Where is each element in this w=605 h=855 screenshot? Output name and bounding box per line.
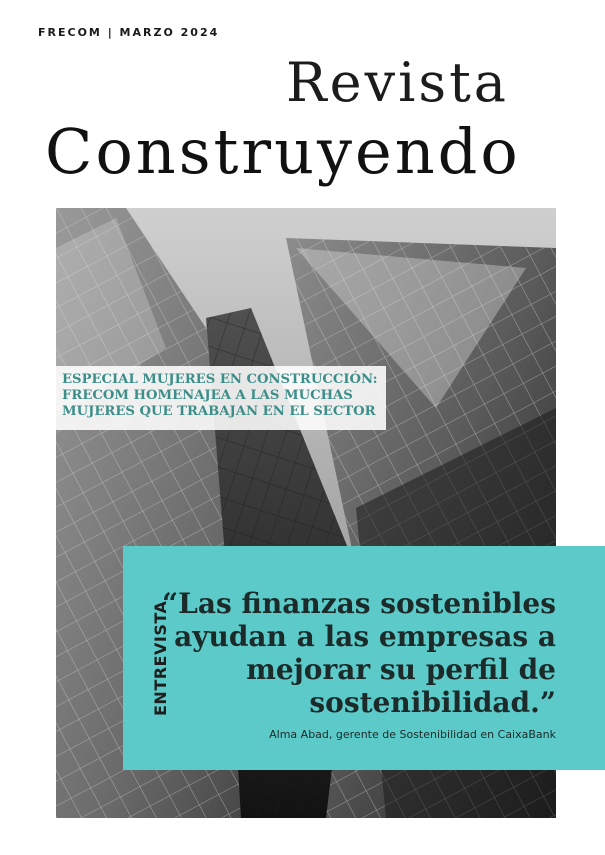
- quote-line: mejorar su perfil de: [246, 653, 556, 686]
- quote-line: “Las finanzas sostenibles: [162, 587, 556, 620]
- feature-headline-line: FRECOM HOMENAJEA A LAS MUCHAS: [62, 388, 353, 403]
- feature-headline-line: ESPECIAL MUJERES EN CONSTRUCCIÓN:: [62, 372, 378, 387]
- issue-line: FRECOM | MARZO 2024: [38, 26, 220, 39]
- quote-line: sostenibilidad.”: [309, 686, 556, 719]
- quote-attribution: Alma Abad, gerente de Sostenibilidad en CaixaBank: [269, 728, 556, 741]
- masthead-title-main: Construyendo: [45, 115, 521, 188]
- interview-section-label: ENTREVISTA: [151, 600, 170, 716]
- feature-headline-line: MUJERES QUE TRABAJAN EN EL SECTOR: [62, 404, 376, 419]
- interview-quote: [162, 587, 556, 719]
- feature-headline: [56, 366, 386, 430]
- masthead-title-top: Revista: [286, 51, 509, 114]
- quote-line: ayudan a las empresas a: [174, 620, 556, 653]
